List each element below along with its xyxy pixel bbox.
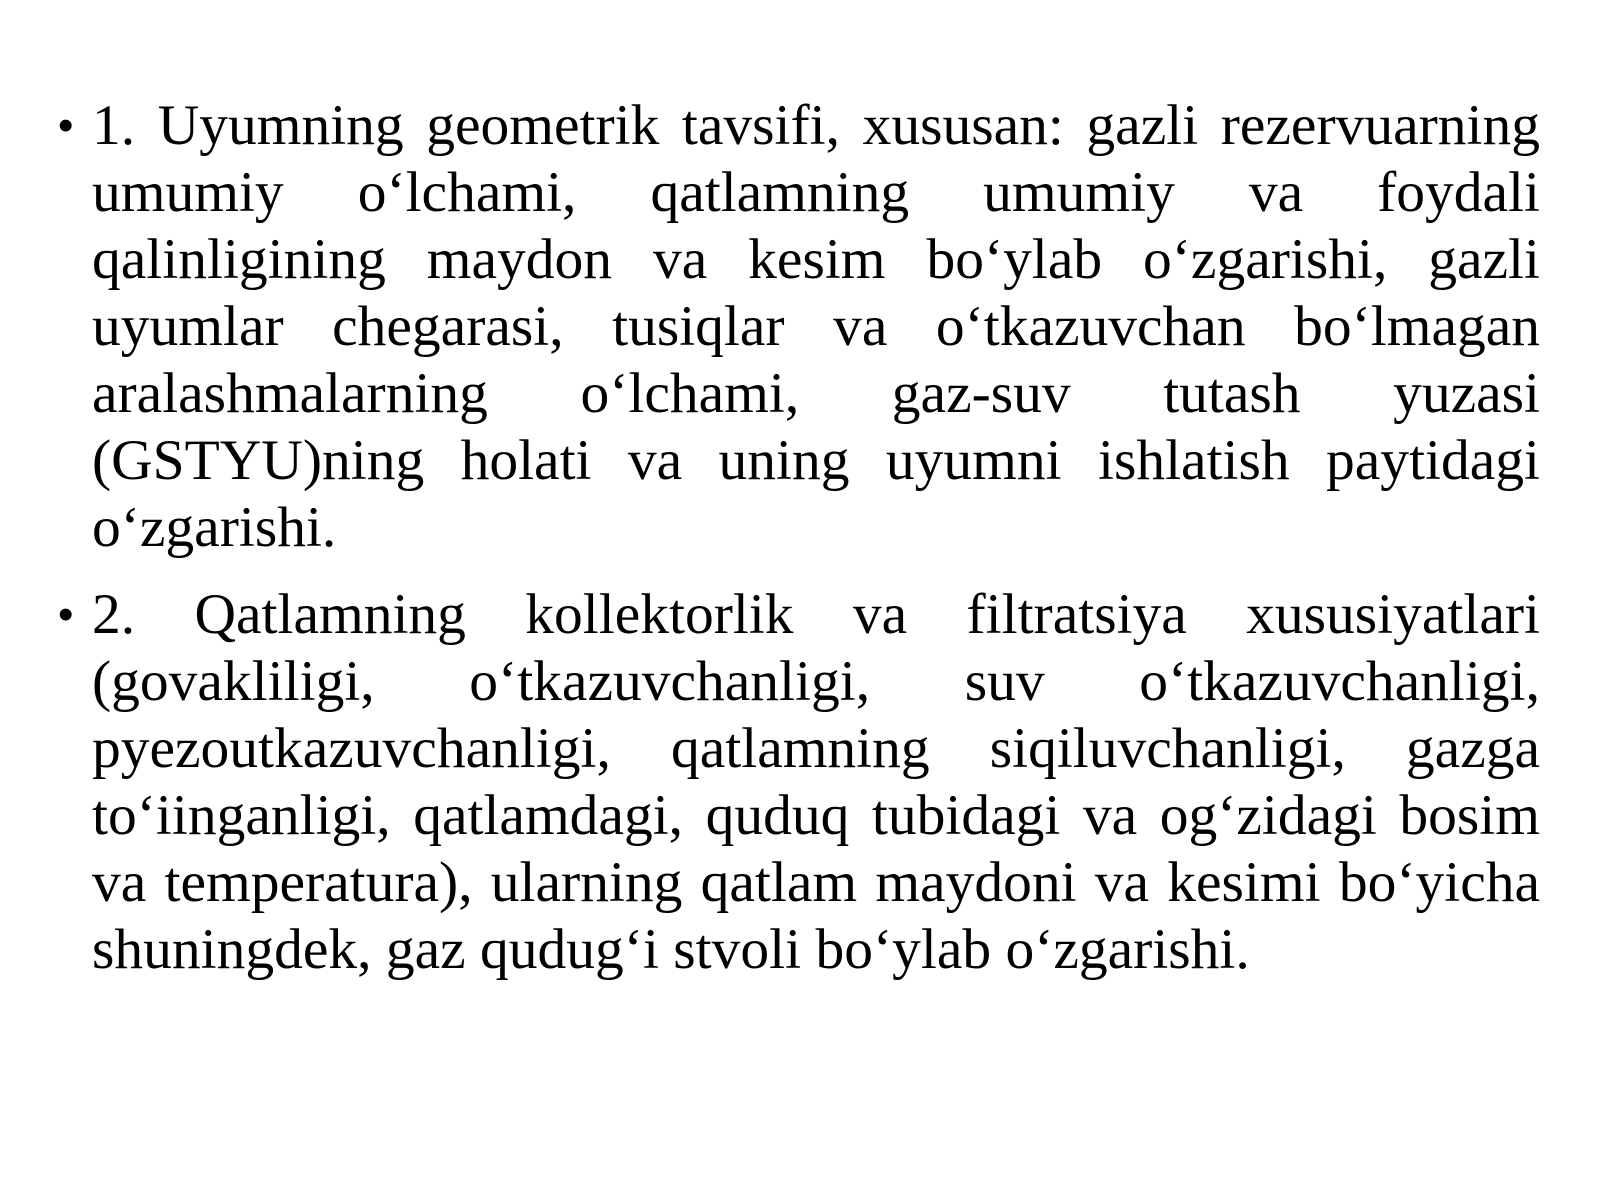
- bullet-text-2: 2. Qatlamning kollektorlik va filtratsiya xususiyatlari (govakliligi, o‘tkazuvchanligi, suv o‘tkazuvchanligi, pyezoutkazuvchanligi, qatlamning siqiluvchanligi, gazga to‘iinganligi, qatlamdagi, quduq tubidagi va og‘zidagi bosim va temperatura), ularning qatlam maydoni va kesimi bo‘yicha shuningdek, gaz qudug‘i stvoli bo‘ylab o‘zgarishi.: [92, 583, 1540, 981]
- bullet-text-1: 1. Uyumning geometrik tavsifi, xususan: gazli rezervuarning umumiy o‘lchami, qatlamning umumiy va foydali qalinligining maydon va kesim bo‘ylab o‘zgarishi, gazli uyumlar chegarasi, tusiqlar va o‘tkazuvchan bo‘lmagan aralashmalarning o‘lchami, gaz-suv tutash yuzasi (GSTYU)ning holati va uning uyumni ishlatish paytidagi o‘zgarishi.: [92, 94, 1540, 559]
- bullet-item-2: [58, 581, 1540, 983]
- bullet-item-1: [58, 92, 1540, 561]
- bullet-icon: •: [58, 101, 74, 150]
- bullet-list: [58, 92, 1540, 1003]
- bullet-icon: •: [58, 590, 74, 639]
